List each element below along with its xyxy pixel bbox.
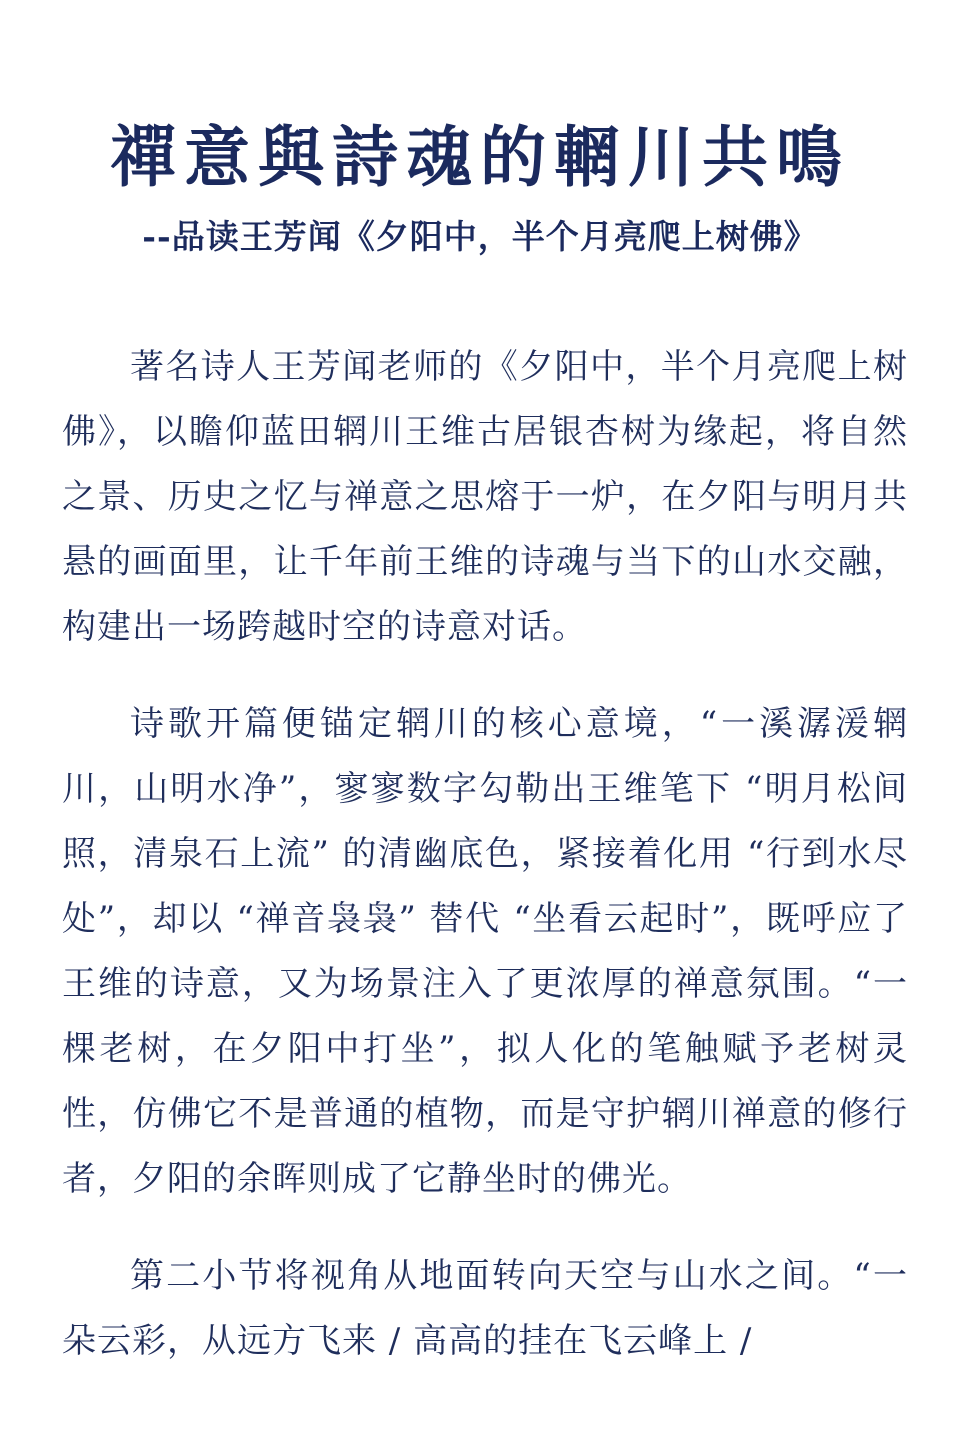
article-body [62, 335, 908, 1374]
paragraph-1: 著名诗人王芳闻老师的《夕阳中，半个月亮爬上树佛》，以瞻仰蓝田辋川王维古居银杏树为缘起，将自然之景、历史之忆与禅意之思熔于一炉，在夕阳与明月共悬的画面里，让千年前王维的诗魂与当下的山水交融，构建出一场跨越时空的诗意对话。 [62, 347, 908, 647]
article-subtitle: --品读王芳闻《夕阳中，半个月亮爬上树佛》 [142, 217, 818, 256]
article-title: 禪意與詩魂的輞川共鳴 [110, 118, 850, 196]
paragraph-2: 诗歌开篇便锚定辋川的核心意境，“一溪潺湲辋川，山明水净”，寥寥数字勾勒出王维笔下 “明月松间照，清泉石上流” 的清幽底色，紧接着化用 “行到水尽处”，却以 “禅音袅袅” 替代 “坐看云起时”，既呼应了王维的诗意，又为场景注入了更浓厚的禅意氛围。“一棵老树，在夕阳中打坐”，拟人化的笔触赋予老树灵性，仿佛它不是普通的植物，而是守护辋川禅意的修行者，夕阳的余晖则成了它静坐时的佛光。 [62, 704, 908, 1199]
paragraph-3: 第二小节将视角从地面转向天空与山水之间。“一朵云彩，从远方飞来 / 高高的挂在飞云峰上 / [62, 1256, 908, 1361]
